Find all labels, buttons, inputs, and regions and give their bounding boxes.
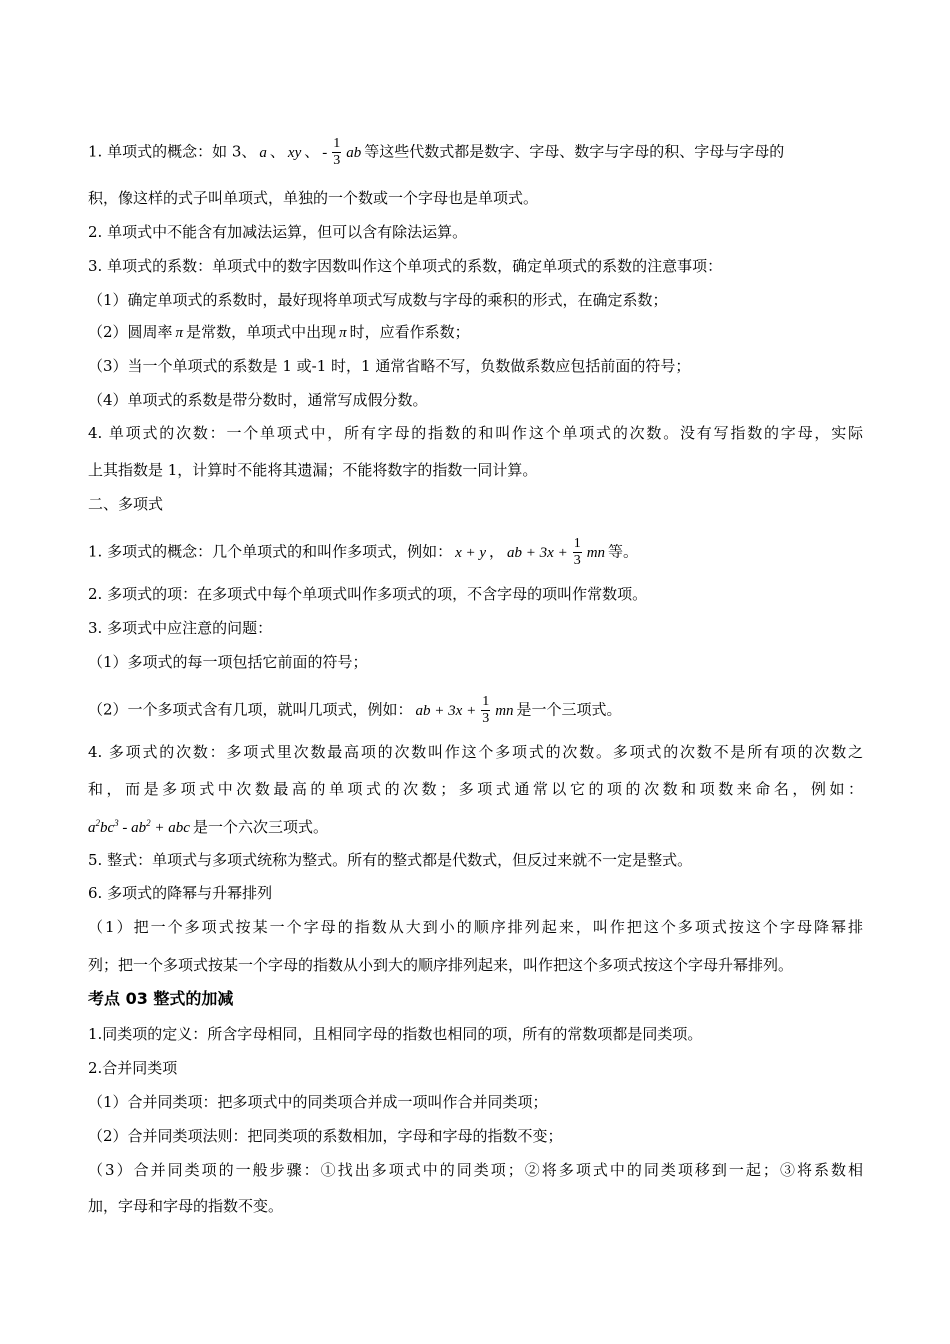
math-expression: ab + 3x +	[415, 702, 477, 719]
combine-like-terms-3-line1: （3）合并同类项的一般步骤：①找出多项式中的同类项；②将多项式中的同类项移到一起；③将系数相	[88, 1161, 863, 1179]
fraction-one-third	[481, 694, 490, 727]
monomial-definition-line2: 积，像这样的式子叫单项式，单独的一个数或一个字母也是单项式。	[88, 189, 539, 207]
text: 等这些代数式都是数字、字母、数字与字母的积、字母与字母的	[364, 142, 785, 161]
math-six-degree-expression	[88, 820, 190, 836]
math-x-plus-y: x + y	[455, 544, 487, 561]
polynomial-terms: 2. 多项式的项：在多项式中每个单项式叫作多项式的项，不含字母的项叫作常数项。	[88, 585, 648, 603]
combine-like-terms-title: 2.合并同类项	[88, 1059, 178, 1077]
polynomial-order-line1: （1）把一个多项式按某一个字母的指数从大到小的顺序排列起来，叫作把这个多项式按这个字母降幂排	[88, 918, 863, 936]
polynomial-order-title: 6. 多项式的降幂与升幂排列	[88, 884, 273, 902]
polynomial-definition	[88, 536, 863, 569]
monomial-coefficient-title: 3. 单项式的系数：单项式中的数字因数叫作这个单项式的系数，确定单项式的系数的注意事项：	[88, 257, 723, 275]
fraction-numerator: 1	[482, 694, 490, 709]
monomial-coefficient-note-3: （3）当一个单项式的系数是 1 或-1 时，1 通常省略不写，负数做系数应包括前面的符号；	[88, 357, 691, 375]
monomial-coefficient-note-1: （1）确定单项式的系数时，最好现将单项式写成数与字母的乘积的形式，在确定系数；	[88, 291, 668, 309]
math-ab: ab	[346, 144, 362, 161]
text: 1. 多项式的概念：几个单项式的和叫作多项式，例如：	[88, 542, 453, 561]
monomial-coefficient-note-2	[88, 322, 863, 343]
fraction-denominator: 3	[573, 553, 581, 568]
polynomial-section-title: 二、多项式	[88, 495, 164, 513]
math-part: + abc	[150, 820, 190, 836]
math-minus: -	[322, 144, 328, 161]
math-part: a	[88, 820, 96, 836]
fraction-numerator: 1	[573, 536, 581, 551]
polynomial-degree-line1: 4. 多项式的次数：多项式里次数最高项的次数叫作这个多项式的次数。多项式的次数不是所有项的次数之	[88, 743, 863, 761]
math-part: bc	[100, 820, 115, 836]
text: （2）一个多项式含有几项，就叫几项式，例如：	[88, 700, 413, 719]
superscript: 2	[146, 818, 151, 828]
polynomial-note-1: （1）多项式的每一项包括它前面的符号；	[88, 653, 368, 671]
math-part: - ab	[118, 820, 147, 836]
text: 等。	[608, 542, 639, 561]
fraction-denominator: 3	[333, 153, 341, 168]
math-mn: mn	[495, 702, 514, 719]
combine-like-terms-1: （1）合并同类项：把多项式中的同类项合并成一项叫作合并同类项；	[88, 1093, 548, 1111]
math-expression: ab + 3x +	[507, 544, 568, 561]
fraction-one-third	[332, 136, 341, 169]
like-terms-definition: 1.同类项的定义：所含字母相同，且相同字母的指数也相同的项，所有的常数项都是同类项。	[88, 1025, 703, 1043]
polynomial-note-2	[88, 694, 863, 727]
monomial-degree-line1: 4. 单项式的次数：一个单项式中，所有字母的指数的和叫作这个单项式的次数。没有写指数的字母，实际	[88, 424, 863, 442]
combine-like-terms-2: （2）合并同类项法则：把同类项的系数相加，字母和字母的指数不变；	[88, 1127, 563, 1145]
text: 是常数，单项式中出现	[186, 323, 337, 341]
math-a: a	[259, 144, 267, 161]
text: 是一个六次三项式。	[192, 818, 328, 836]
polynomial-notes-title: 3. 多项式中应注意的问题：	[88, 619, 273, 637]
text: （2）圆周率	[88, 323, 173, 341]
text: 1. 单项式的概念：如 3、	[88, 142, 257, 161]
superscript: 3	[114, 818, 119, 828]
combine-like-terms-3-line2: 加，字母和字母的指数不变。	[88, 1197, 284, 1215]
math-pi: π	[175, 325, 184, 341]
separator: ，	[489, 542, 505, 561]
text: 时，应看作系数；	[349, 323, 470, 341]
separator: 、	[269, 142, 285, 161]
section-heading-addsub: 考点 03 整式的加减	[88, 989, 234, 1008]
superscript: 2	[95, 818, 100, 828]
polynomial-degree-line2: 和，而是多项式中次数最高的单项式的次数；多项式通常以它的项的次数和项数来命名，例如：	[88, 780, 863, 798]
math-mn: mn	[586, 544, 606, 561]
polynomial-degree-line3	[88, 817, 863, 838]
math-pi: π	[339, 325, 347, 341]
fraction-one-third	[573, 536, 582, 569]
math-xy: xy	[287, 144, 302, 161]
separator: 、	[304, 142, 320, 161]
monomial-no-add-rule: 2. 单项式中不能含有加减法运算，但可以含有除法运算。	[88, 223, 468, 241]
monomial-degree-line2: 上其指数是 1，计算时不能将其遗漏；不能将数字的指数一同计算。	[88, 461, 538, 479]
integral-expression-definition: 5. 整式：单项式与多项式统称为整式。所有的整式都是代数式，但反过来就不一定是整式。	[88, 851, 693, 869]
monomial-coefficient-note-4: （4）单项式的系数是带分数时，通常写成假分数。	[88, 391, 428, 409]
text: 是一个三项式。	[516, 700, 622, 719]
polynomial-order-line2: 列；把一个多项式按某一个字母的指数从小到大的顺序排列起来，叫作把这个多项式按这个字母升幂排列。	[88, 956, 794, 974]
monomial-definition-line1	[88, 136, 863, 169]
fraction-denominator: 3	[482, 711, 490, 726]
fraction-numerator: 1	[333, 136, 341, 151]
